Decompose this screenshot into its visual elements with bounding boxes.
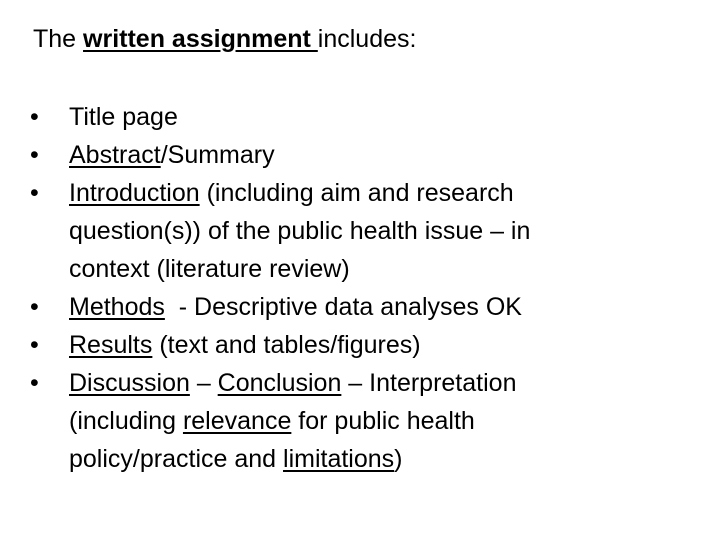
- list-item-abstract: [30, 136, 670, 174]
- item-text: –: [189, 369, 218, 397]
- item-text: – Interpretation: [341, 369, 517, 397]
- item-text-continued: for public health: [291, 407, 475, 435]
- item-text: Title page: [69, 103, 178, 131]
- bullet-icon: •: [30, 331, 39, 359]
- list-item-introduction: [30, 174, 670, 288]
- item-keyword: Conclusion: [217, 369, 342, 397]
- bullet-icon: •: [30, 369, 39, 397]
- item-text: /Summary: [160, 141, 275, 169]
- item-keyword: Discussion: [69, 369, 190, 397]
- item-keyword: limitations: [283, 445, 395, 473]
- item-keyword: Introduction: [69, 179, 200, 207]
- bullet-icon: •: [30, 179, 39, 207]
- item-text-continued: context (literature review): [69, 255, 350, 283]
- item-text-continued: question(s)) of the public health issue – in: [69, 217, 531, 245]
- bullet-icon: •: [30, 103, 39, 131]
- assignment-component-list: [30, 98, 670, 478]
- item-text: (including aim and research: [199, 179, 514, 207]
- list-item-methods: [30, 288, 670, 326]
- list-item-discussion: [30, 364, 670, 478]
- item-text-continued: policy/practice and: [69, 445, 284, 473]
- item-text: (text and tables/figures): [152, 331, 421, 359]
- bullet-icon: •: [30, 293, 39, 321]
- bullet-icon: •: [30, 141, 39, 169]
- list-item-title-page: [30, 98, 670, 136]
- heading-emphasis: written assignment: [83, 25, 318, 53]
- slide-heading: [33, 22, 416, 56]
- list-item-results: [30, 326, 670, 364]
- item-text: - Descriptive data analyses OK: [164, 293, 522, 321]
- item-keyword: Results: [69, 331, 153, 359]
- item-text-continued: ): [394, 445, 403, 473]
- item-text-continued: (including: [69, 407, 183, 435]
- item-keyword: relevance: [182, 407, 292, 435]
- item-keyword: Methods: [69, 293, 165, 321]
- heading-prefix: The: [33, 25, 84, 53]
- heading-suffix: includes:: [317, 25, 417, 53]
- item-keyword: Abstract: [69, 141, 161, 169]
